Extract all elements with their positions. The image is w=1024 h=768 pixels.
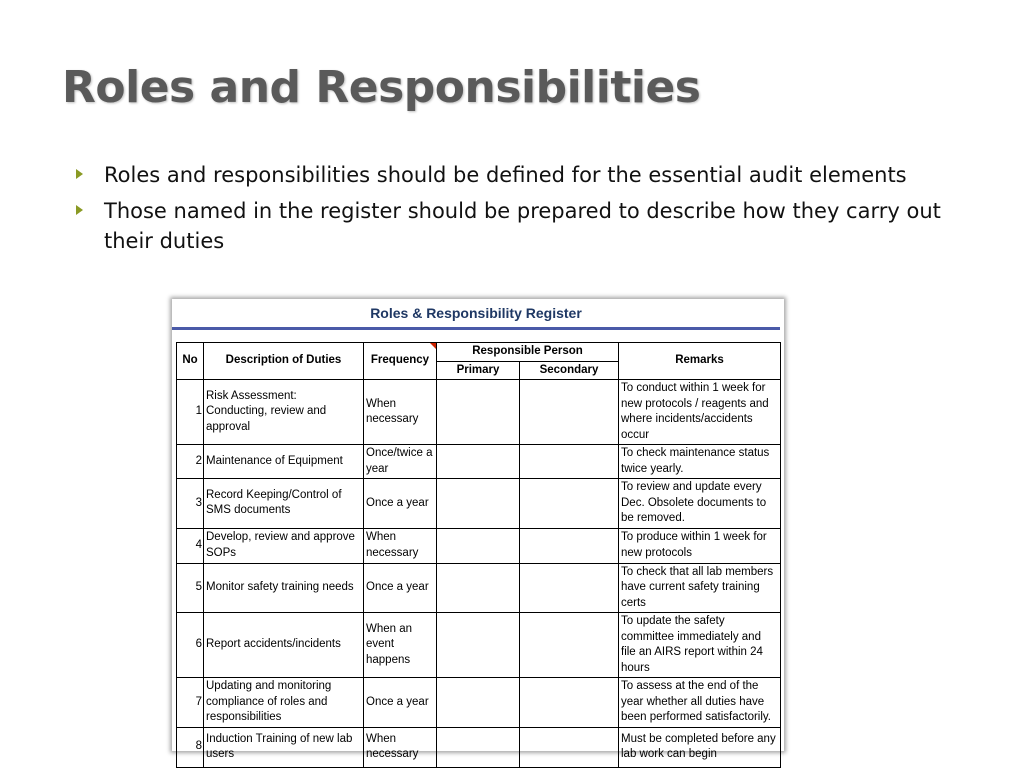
cell-frequency: Once a year bbox=[364, 678, 437, 728]
header-no: No bbox=[177, 343, 204, 380]
cell-remarks: To conduct within 1 week for new protocols / reagents and where incidents/accidents occur bbox=[619, 380, 781, 445]
cell-primary bbox=[437, 727, 520, 767]
table-row bbox=[177, 613, 781, 678]
cell-secondary bbox=[520, 528, 619, 563]
cell-no: 6 bbox=[177, 613, 204, 678]
table-row bbox=[177, 727, 781, 767]
cell-description: Updating and monitoring compliance of roles and responsibilities bbox=[204, 678, 364, 728]
cell-remarks: To check maintenance status twice yearly. bbox=[619, 445, 781, 479]
bullet-list bbox=[76, 160, 976, 262]
cell-secondary bbox=[520, 563, 619, 613]
cell-no: 3 bbox=[177, 479, 204, 529]
cell-primary bbox=[437, 528, 520, 563]
cell-description: Induction Training of new lab users bbox=[204, 727, 364, 767]
cell-secondary bbox=[520, 445, 619, 479]
cell-no: 5 bbox=[177, 563, 204, 613]
bullet-item bbox=[76, 160, 976, 190]
cell-primary bbox=[437, 613, 520, 678]
cell-primary bbox=[437, 380, 520, 445]
slide-title: Roles and Responsibilities bbox=[62, 62, 701, 113]
table-row bbox=[177, 528, 781, 563]
cell-frequency: Once/twice a year bbox=[364, 445, 437, 479]
table-row bbox=[177, 678, 781, 728]
header-description: Description of Duties bbox=[204, 343, 364, 380]
cell-no: 7 bbox=[177, 678, 204, 728]
header-frequency: Frequency bbox=[364, 343, 437, 380]
cell-no: 4 bbox=[177, 528, 204, 563]
cell-remarks: Must be completed before any lab work can begin bbox=[619, 727, 781, 767]
cell-remarks: To update the safety committee immediately and file an AIRS report within 24 hours bbox=[619, 613, 781, 678]
cell-secondary bbox=[520, 380, 619, 445]
cell-description: Monitor safety training needs bbox=[204, 563, 364, 613]
header-responsible-person: Responsible Person bbox=[437, 343, 619, 362]
table-row bbox=[177, 479, 781, 529]
cell-description: Record Keeping/Control of SMS documents bbox=[204, 479, 364, 529]
cell-description: Risk Assessment: Conducting, review and approval bbox=[204, 380, 364, 445]
cell-remarks: To check that all lab members have current safety training certs bbox=[619, 563, 781, 613]
cell-secondary bbox=[520, 678, 619, 728]
cell-secondary bbox=[520, 613, 619, 678]
table-row bbox=[177, 380, 781, 445]
register-image bbox=[172, 299, 784, 760]
table-row bbox=[177, 563, 781, 613]
cell-description: Develop, review and approve SOPs bbox=[204, 528, 364, 563]
cell-remarks: To produce within 1 week for new protocols bbox=[619, 528, 781, 563]
cell-frequency: Once a year bbox=[364, 563, 437, 613]
bullet-arrow-icon bbox=[76, 169, 83, 179]
header-remarks: Remarks bbox=[619, 343, 781, 380]
cell-secondary bbox=[520, 727, 619, 767]
cell-frequency: When necessary bbox=[364, 528, 437, 563]
cell-frequency: Once a year bbox=[364, 479, 437, 529]
bullet-text: Those named in the register should be prepared to describe how they carry out their duties bbox=[104, 199, 941, 253]
cell-remarks: To assess at the end of the year whether all duties have been performed satisfactorily. bbox=[619, 678, 781, 728]
bullet-arrow-icon bbox=[76, 205, 83, 215]
cell-no: 1 bbox=[177, 380, 204, 445]
register-title: Roles & Responsibility Register bbox=[172, 299, 780, 330]
cell-frequency: When necessary bbox=[364, 380, 437, 445]
bullet-item bbox=[76, 196, 976, 256]
cell-primary bbox=[437, 678, 520, 728]
cell-remarks: To review and update every Dec. Obsolete documents to be removed. bbox=[619, 479, 781, 529]
cell-description: Report accidents/incidents bbox=[204, 613, 364, 678]
register-table bbox=[176, 342, 781, 768]
cell-frequency: When an event happens bbox=[364, 613, 437, 678]
cell-no: 2 bbox=[177, 445, 204, 479]
table-row bbox=[177, 445, 781, 479]
cell-description: Maintenance of Equipment bbox=[204, 445, 364, 479]
header-secondary: Secondary bbox=[520, 361, 619, 380]
cell-primary bbox=[437, 445, 520, 479]
bullet-text: Roles and responsibilities should be defined for the essential audit elements bbox=[104, 163, 907, 187]
cell-primary bbox=[437, 563, 520, 613]
cell-frequency: When necessary bbox=[364, 727, 437, 767]
header-primary: Primary bbox=[437, 361, 520, 380]
cell-primary bbox=[437, 479, 520, 529]
comment-marker-icon bbox=[430, 343, 436, 349]
cell-no: 8 bbox=[177, 727, 204, 767]
cell-secondary bbox=[520, 479, 619, 529]
